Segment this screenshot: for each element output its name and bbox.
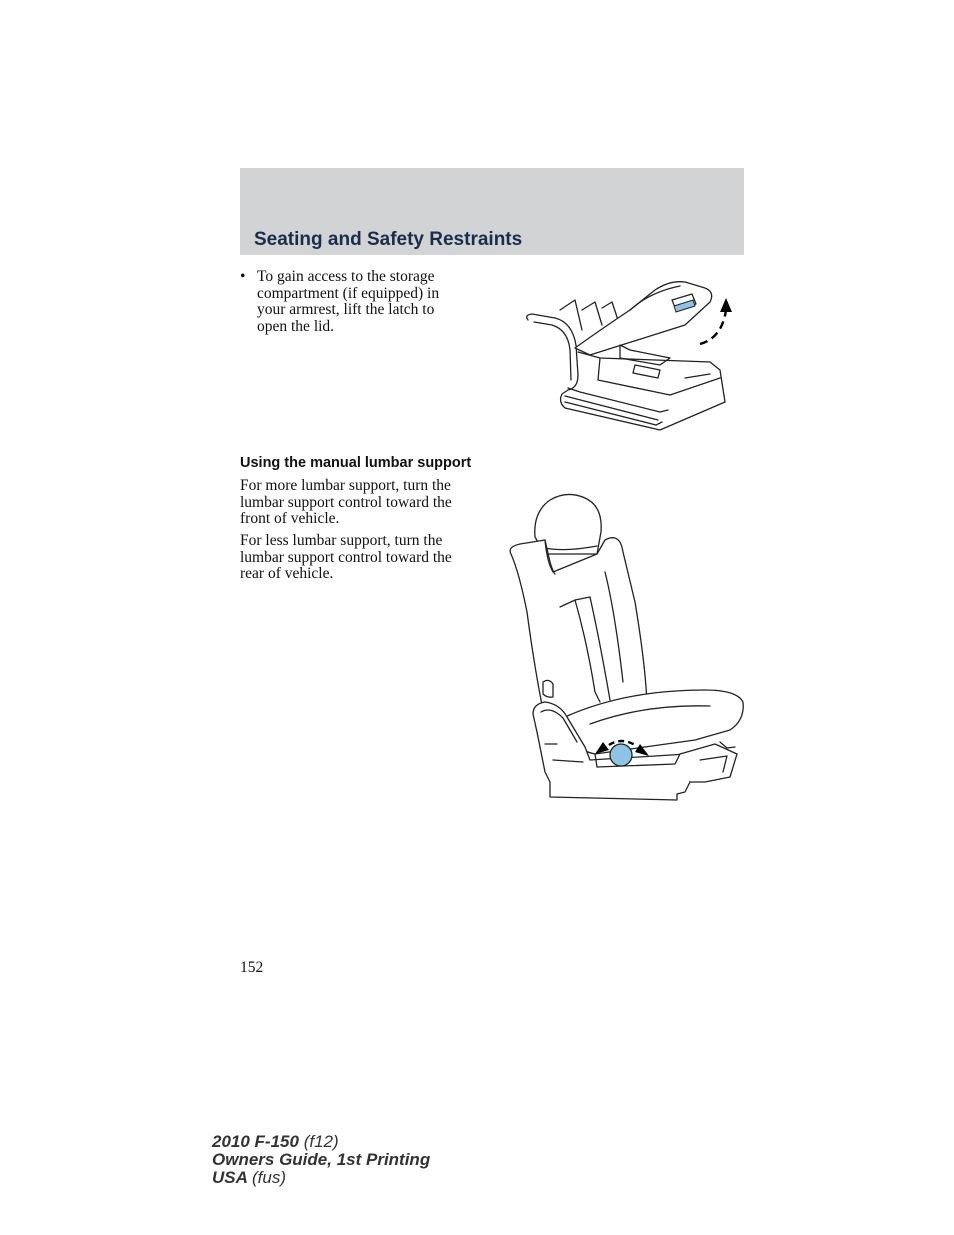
section-title: Seating and Safety Restraints — [254, 229, 523, 250]
lumbar-heading: Using the manual lumbar support — [240, 455, 472, 471]
armrest-bullet — [240, 269, 480, 335]
section-header-band — [240, 168, 744, 255]
paragraph-line: For less lumbar support, turn the — [240, 532, 443, 549]
paragraph-line: For more lumbar support, turn the — [240, 477, 451, 494]
page-number: 152 — [240, 959, 264, 976]
footer-market: USA — [212, 1168, 248, 1187]
lumbar-less-paragraph — [240, 533, 490, 583]
document-footer — [212, 1133, 430, 1187]
footer-model-code: (f12) — [303, 1132, 339, 1151]
lumbar-knob-icon — [610, 744, 632, 766]
bullet-text — [257, 269, 439, 335]
paragraph-line: lumbar support control toward the — [240, 548, 452, 566]
bullet-marker: • — [240, 268, 246, 285]
armrest-illustration — [520, 270, 740, 434]
paragraph-line: lumbar support control toward the — [240, 493, 452, 511]
paragraph-line: front of vehicle. — [240, 510, 340, 527]
bullet-line: To gain access to the storage — [257, 268, 435, 285]
footer-edition: Owners Guide, 1st Printing — [212, 1150, 431, 1169]
footer-market-code: (fus) — [252, 1168, 286, 1187]
seat-lumbar-illustration — [505, 492, 745, 812]
paragraph-line: rear of vehicle. — [240, 565, 334, 582]
bullet-line: compartment (if equipped) in — [257, 284, 440, 302]
lumbar-more-paragraph — [240, 478, 490, 528]
bullet-line: open the lid. — [257, 317, 335, 335]
footer-model: 2010 F-150 — [212, 1132, 299, 1151]
bullet-line: your armrest, lift the latch to — [257, 301, 435, 318]
